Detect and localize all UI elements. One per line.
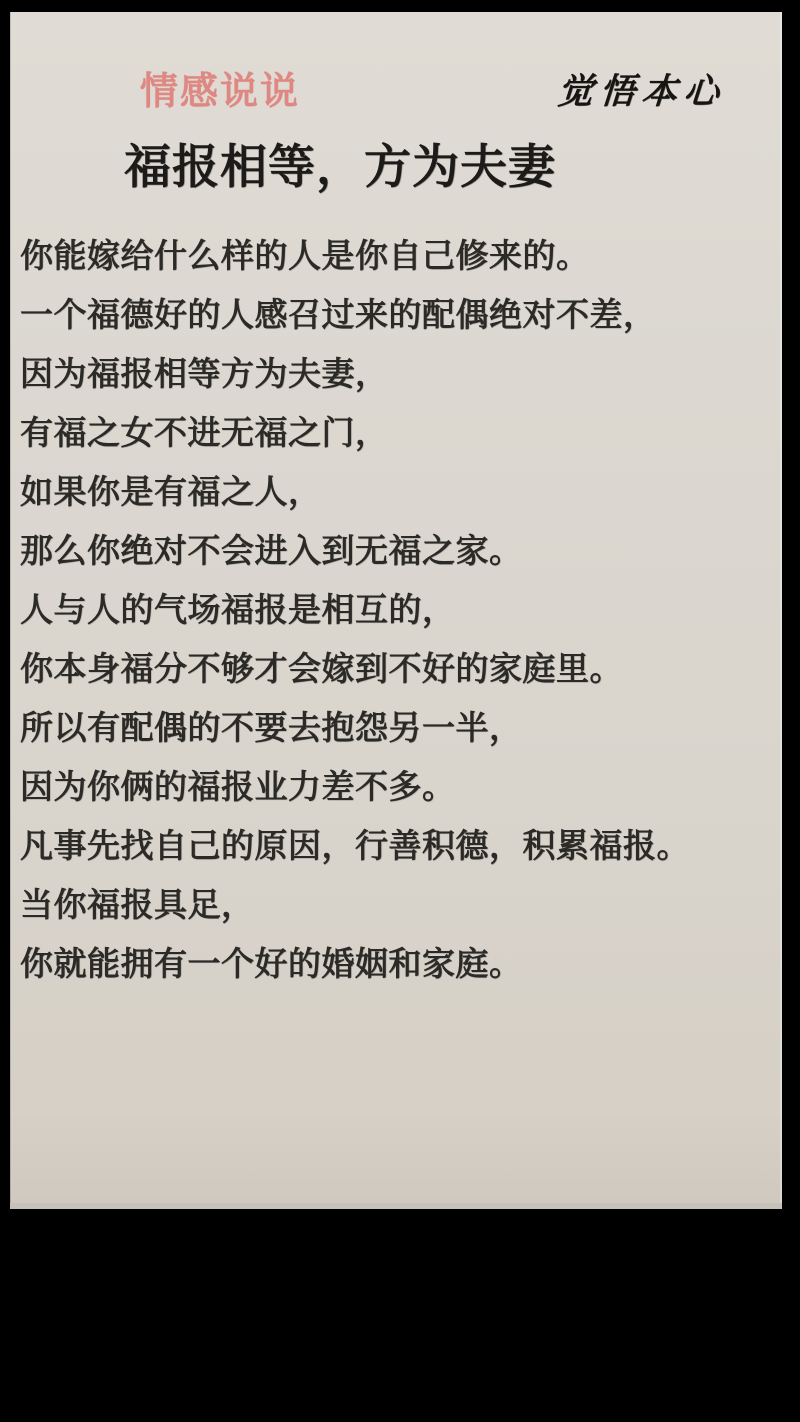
body-line: 你能嫁给什么样的人是你自己修来的。	[20, 237, 590, 274]
body-line: 所以有配偶的不要去抱怨另一半，	[20, 709, 523, 746]
corner-calligraphy-text: 觉悟本心	[556, 71, 728, 112]
body-line: 凡事先找自己的原因，行善积德，积累福报。	[20, 827, 690, 864]
book-page	[10, 12, 782, 1209]
body-line: 你本身福分不够才会嫁到不好的家庭里。	[20, 650, 623, 687]
body-text	[20, 226, 778, 993]
body-line: 一个福德好的人感召过来的配偶绝对不差，	[20, 296, 657, 333]
body-line: 那么你绝对不会进入到无福之家。	[20, 532, 523, 569]
body-line: 当你福报具足，	[20, 886, 255, 923]
body-line: 你就能拥有一个好的婚姻和家庭。	[20, 945, 523, 982]
page-title: 福报相等，方为夫妻	[124, 140, 556, 193]
body-line: 人与人的气场福报是相互的，	[20, 591, 456, 628]
body-line: 如果你是有福之人，	[20, 473, 322, 510]
body-line: 因为福报相等方为夫妻，	[20, 355, 389, 392]
watermark-text: 情感说说	[140, 71, 301, 113]
body-line: 有福之女不进无福之门，	[20, 414, 389, 451]
body-line: 因为你俩的福报业力差不多。	[20, 768, 456, 805]
